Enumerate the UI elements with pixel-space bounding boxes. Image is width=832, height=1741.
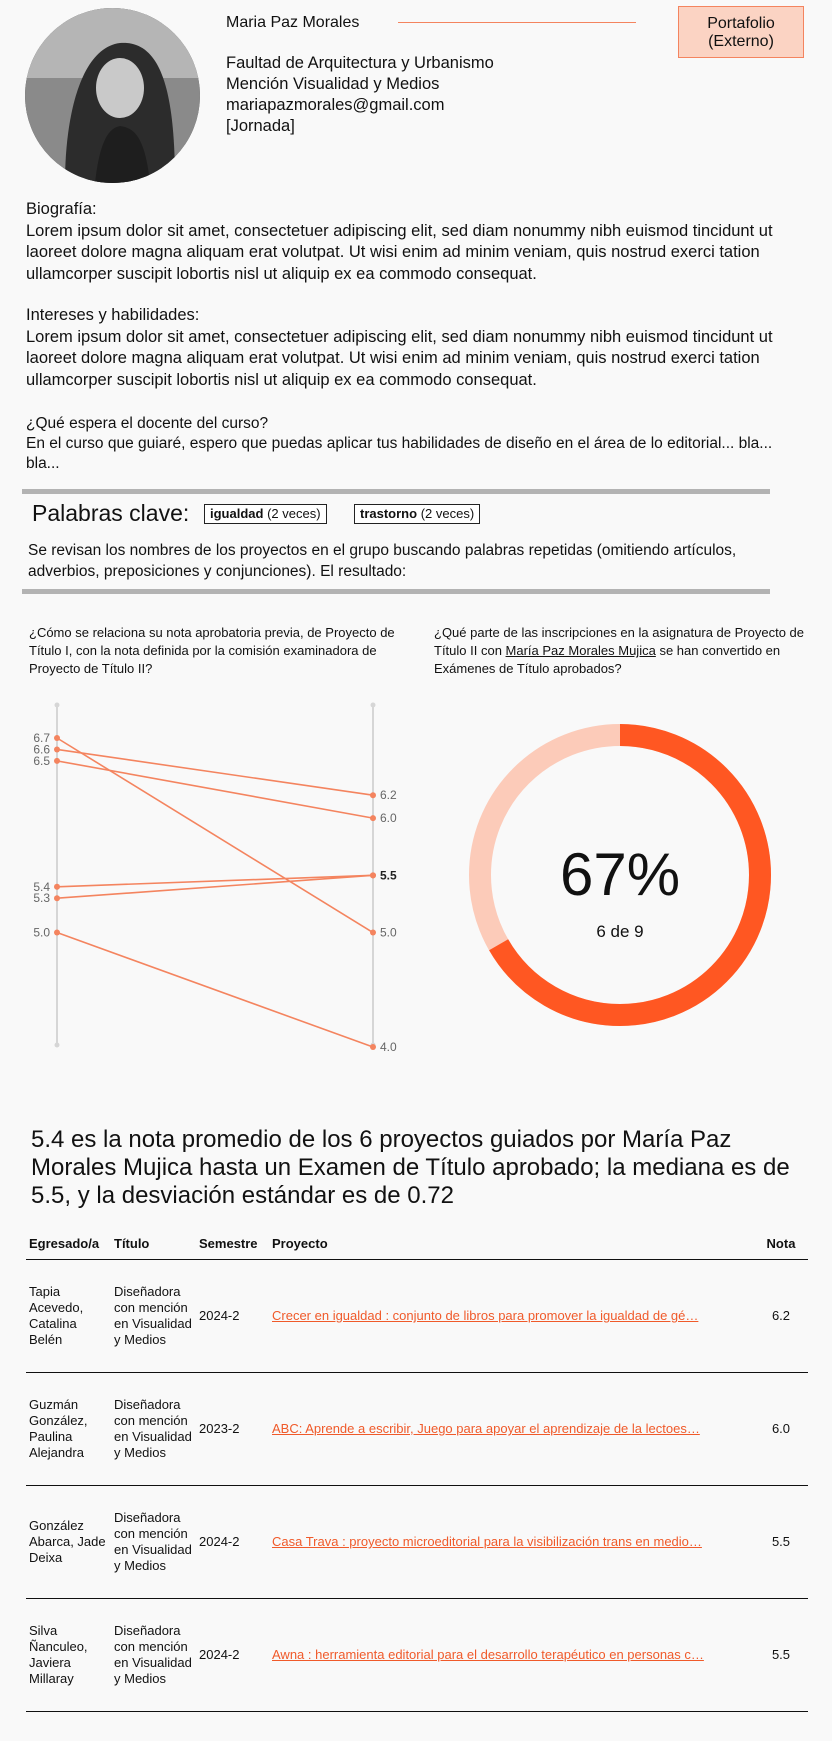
donut-count-label: 6 de 9 <box>596 922 644 941</box>
donut-question-before: ¿Qué parte de las inscripciones en la asignatura de Proyecto de Título II con <box>434 625 804 658</box>
keyword-tag <box>204 504 327 524</box>
slope-line <box>57 738 373 933</box>
slope-line <box>57 875 373 886</box>
slope-point-right <box>370 1044 376 1050</box>
cell-title: Diseñadora con mención en Visualidad y Medios <box>111 1599 196 1712</box>
donut-chart-question <box>434 624 804 678</box>
mention: Mención Visualidad y Medios <box>226 75 440 93</box>
keywords-title: Palabras clave: <box>32 500 190 526</box>
cell-title: Diseñadora con mención en Visualidad y Medios <box>111 1486 196 1599</box>
keyword-count: (2 veces) <box>267 506 321 521</box>
col-project: Proyecto <box>269 1228 753 1260</box>
interests-section <box>26 305 796 391</box>
keyword-tag <box>354 504 480 524</box>
cell-title: Diseñadora con mención en Visualidad y Medios <box>111 1373 196 1486</box>
slope-point-left <box>54 746 60 752</box>
keyword-count: (2 veces) <box>420 506 475 521</box>
cell-semester: 2023-2 <box>196 1373 269 1486</box>
slope-point-left <box>54 930 60 936</box>
avatar <box>25 8 200 183</box>
portfolio-label: Portafolio <box>707 15 775 32</box>
expectation-text: En el curso que guiaré, espero que puedas aplicar tus habilidades de diseño en el área de lo editorial... bla... bla... <box>26 435 773 472</box>
slope-point-left <box>54 895 60 901</box>
table-header-row <box>26 1228 808 1260</box>
expectation-section <box>26 414 806 474</box>
bio-text: Lorem ipsum dolor sit amet, consectetuer adipiscing elit, sed diam nonummy nibh euismod tincidunt ut laoreet dolore magna aliquam erat volutpat. Ut wisi enim ad minim veniam, quis nostrud exerci tation ullamcorper suscipit lobortis nisl ut aliquip ex ea commodo consequat. <box>26 221 773 283</box>
cell-semester: 2024-2 <box>196 1260 269 1373</box>
cell-grade: 5.5 <box>753 1599 808 1712</box>
slope-line <box>57 875 373 898</box>
bio-title: Biografía: <box>26 200 97 218</box>
col-semester: Semestre <box>196 1228 269 1260</box>
right-tick-label: 6.2 <box>380 788 397 803</box>
right-tick-label: 5.5 <box>380 868 397 883</box>
axis-cap <box>55 703 60 708</box>
left-tick-label: 6.5 <box>33 753 50 768</box>
cell-semester: 2024-2 <box>196 1599 269 1712</box>
slope-point-left <box>54 884 60 890</box>
col-grade: Nota <box>753 1228 808 1260</box>
cell-graduate: Guzmán González, Paulina Alejandra <box>26 1373 111 1486</box>
right-tick-label: 4.0 <box>380 1040 397 1054</box>
teacher-link[interactable]: María Paz Morales Mujica <box>505 643 656 658</box>
projects-table <box>26 1228 808 1712</box>
divider-top <box>22 489 770 494</box>
bio-section <box>26 199 796 285</box>
slope-line <box>57 761 373 818</box>
left-tick-label: 5.3 <box>33 891 50 906</box>
divider-bottom <box>22 589 770 594</box>
keyword-word: trastorno <box>360 506 418 521</box>
axis-cap <box>371 703 376 708</box>
col-graduate: Egresado/a <box>26 1228 111 1260</box>
table-row <box>26 1486 808 1599</box>
portfolio-sublabel: (Externo) <box>708 33 774 50</box>
cell-project-link[interactable]: Casa Trava : proyecto microeditorial para la visibilización trans en medio… <box>269 1486 753 1599</box>
left-tick-label: 6.6 <box>33 742 50 757</box>
cell-project-link[interactable]: ABC: Aprende a escribir, Juego para apoyar el aprendizaje de la lectoes… <box>269 1373 753 1486</box>
slope-point-right <box>370 815 376 821</box>
slope-chart <box>0 690 420 1070</box>
profile-info <box>226 53 494 137</box>
slope-point-right <box>370 872 376 878</box>
interests-title: Intereses y habilidades: <box>26 306 200 324</box>
donut-percent-label: 67% <box>559 841 681 908</box>
summary-text: 5.4 es la nota promedio de los 6 proyectos guiados por María Paz Morales Mujica hasta un Examen de Título aprobado; la mediana es de 5.5, y la desviación estándar es de 0.72 <box>31 1126 790 1209</box>
email[interactable]: mariapazmorales@gmail.com <box>226 96 445 114</box>
keywords-description: Se revisan los nombres de los proyectos en el grupo buscando palabras repetidas (omitiendo artículos, adverbios, preposiciones y conjunciones). El resultado: <box>28 542 737 580</box>
slope-point-left <box>54 735 60 741</box>
portfolio-button[interactable] <box>678 6 804 58</box>
slope-line <box>57 749 373 795</box>
expectation-title: ¿Qué espera el docente del curso? <box>26 415 269 432</box>
name-divider <box>398 22 636 23</box>
keyword-word: igualdad <box>210 506 264 521</box>
profile-photo <box>25 8 200 183</box>
cell-semester: 2024-2 <box>196 1486 269 1599</box>
donut-question-after: se han convertido en Exámenes de Título aprobados? <box>434 643 781 676</box>
cell-graduate: Silva Ñanculeo, Javiera Millaray <box>26 1599 111 1712</box>
cell-grade: 6.0 <box>753 1373 808 1486</box>
table-row <box>26 1599 808 1712</box>
slope-point-right <box>370 930 376 936</box>
slope-point-right <box>370 792 376 798</box>
schedule: [Jornada] <box>226 117 295 135</box>
donut-chart <box>460 715 780 1035</box>
cell-grade: 5.5 <box>753 1486 808 1599</box>
cell-project-link[interactable]: Crecer en igualdad : conjunto de libros para promover la igualdad de gé… <box>269 1260 753 1373</box>
table-row <box>26 1260 808 1373</box>
left-tick-label: 5.4 <box>33 879 50 894</box>
left-tick-label: 6.7 <box>33 731 50 745</box>
right-tick-label: 6.0 <box>380 811 397 826</box>
right-tick-label: 5.0 <box>380 925 397 940</box>
slope-line <box>57 933 373 1047</box>
cell-graduate: Tapia Acevedo, Catalina Belén <box>26 1260 111 1373</box>
cell-project-link[interactable]: Awna : herramienta editorial para el desarrollo terapéutico en personas c… <box>269 1599 753 1712</box>
col-title: Título <box>111 1228 196 1260</box>
interests-text: Lorem ipsum dolor sit amet, consectetuer adipiscing elit, sed diam nonummy nibh euismod tincidunt ut laoreet dolore magna aliquam erat volutpat. Ut wisi enim ad minim veniam, quis nostrud exerci tation ullamcorper suscipit lobortis nisl ut aliquip ex ea commodo consequat. <box>26 327 773 389</box>
profile-name: Maria Paz Morales <box>226 14 360 31</box>
slope-point-left <box>54 758 60 764</box>
cell-graduate: González Abarca, Jade Deixa <box>26 1486 111 1599</box>
cell-title: Diseñadora con mención en Visualidad y Medios <box>111 1260 196 1373</box>
faculty: Faultad de Arquitectura y Urbanismo <box>226 54 494 72</box>
slope-chart-question: ¿Cómo se relaciona su nota aprobatoria previa, de Proyecto de Título I, con la nota definida por la comisión examinadora de Proyecto de Título II? <box>29 625 395 676</box>
axis-cap <box>55 1043 60 1048</box>
table-row <box>26 1373 808 1486</box>
cell-grade: 6.2 <box>753 1260 808 1373</box>
left-tick-label: 5.0 <box>33 925 50 940</box>
